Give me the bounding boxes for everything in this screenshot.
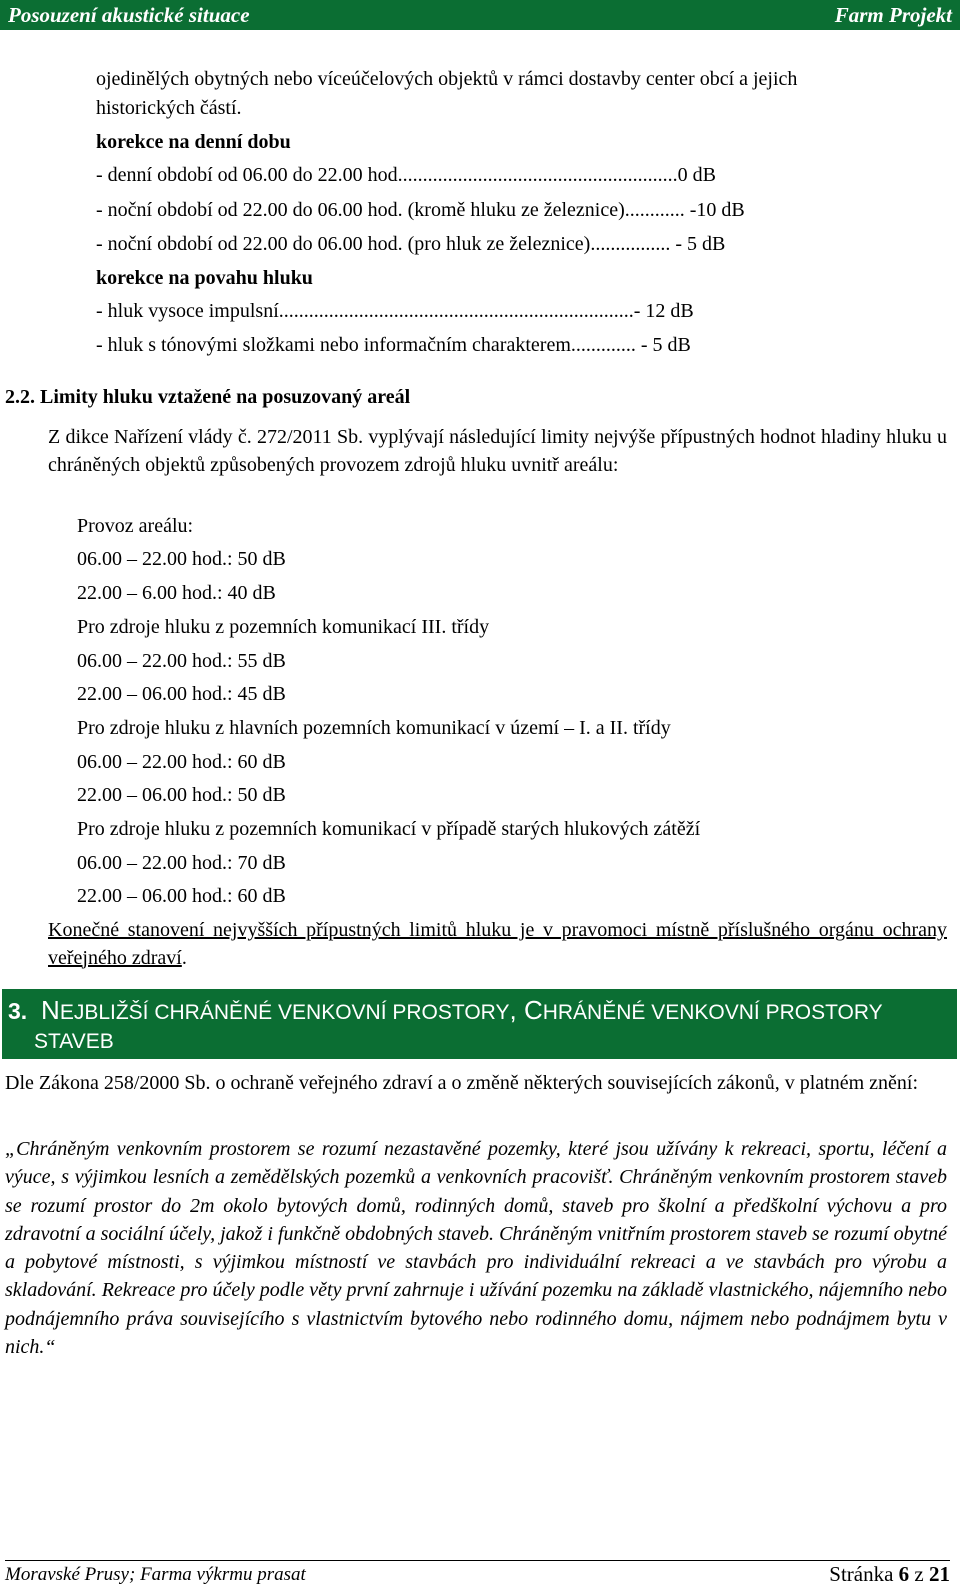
subsection-title: 2.2. Limity hluku vztažené na posuzovaný areál	[5, 386, 411, 408]
law-paragraph: Dle Zákona 258/2000 Sb. o ochraně veřejného zdraví a o změně některých souvisejících zákonů, v platném znění:	[5, 1072, 919, 1094]
night-rail-correction-item: - noční období od 22.00 do 06.00 hod. (pro hluk ze železnice)................ - 5 dB	[96, 233, 726, 255]
footer-of-word: z	[914, 1562, 924, 1586]
limit-value: 06.00 – 22.00 hod.: 60 dB	[77, 751, 286, 773]
intro-line-1: ojedinělých obytných nebo víceúčelových objektů v rámci dostavby center obcí a jejich	[96, 68, 798, 90]
noise-type-heading: korekce na povahu hluku	[96, 267, 313, 289]
section-title-initial-c: C	[516, 995, 543, 1025]
day-correction-heading: korekce na denní dobu	[96, 131, 291, 153]
page-header	[0, 0, 960, 30]
limit-value: 06.00 – 22.00 hod.: 50 dB	[77, 548, 286, 570]
footer-page-word: Stránka	[829, 1562, 894, 1586]
limit-heading-old-burdens: Pro zdroje hluku z pozemních komunikací v případě starých hlukových zátěží	[77, 818, 701, 840]
night-correction-item: - noční období od 22.00 do 06.00 hod. (kromě hluku ze železnice)............ -10 dB	[96, 199, 745, 221]
limit-value: 22.00 – 06.00 hod.: 60 dB	[77, 885, 286, 907]
tonal-noise-item: - hluk s tónovými složkami nebo informačním charakterem............. - 5 dB	[96, 334, 691, 356]
limit-heading-main-roads: Pro zdroje hluku z hlavních pozemních komunikací v území – I. a II. třídy	[77, 717, 671, 739]
section-title-part-2: HRÁNĚNÉ VENKOVNÍ PROSTORY	[542, 1001, 883, 1024]
footer-total-pages: 21	[929, 1562, 950, 1586]
day-correction-item: - denní období od 06.00 do 22.00 hod........................................................0 dB	[96, 164, 716, 186]
section-title-part-1: EJBLIŽŠÍ CHRÁNĚNÉ VENKOVNÍ PROSTORY	[59, 1001, 510, 1024]
limit-heading-road-iii: Pro zdroje hluku z pozemních komunikací III. třídy	[77, 616, 490, 638]
section-title-comma: ,	[509, 995, 517, 1025]
limit-value: 06.00 – 22.00 hod.: 55 dB	[77, 650, 286, 672]
law-quote: „Chráněným venkovním prostorem se rozumí nezastavěné pozemky, které jsou užívány k rekreaci, sportu, léčení a výuce, s výjimkou lesních a zemědělských pozemků a venkovních pracovišť. Chráněným venkovním prostorem staveb se rozumí prostor do 2m okolo bytových domů, rodinných domů, staveb pro školní a předškolní výchovu a pro zdravotní a sociální účely, jakož i funkčně obdobných staveb. Chráněným vnitřním prostorem staveb se rozumí obytné a pobytové místnosti, s výjimkou místností ve stavbách pro individuální rekreaci a ve stavbách pro výrobu a skladování. Rekreace pro účely podle věty první zahrnuje i užívání pozemku na základě vlastnického, nájemního nebo podnájemního práva souvisejícího s vlastnictvím bytového nebo rodinného domu, nájmem nebo podnájmem bytu v nich.“	[5, 1138, 947, 1359]
section-title-part-3: STAVEB	[34, 1030, 114, 1053]
subsection-paragraph: Z dikce Nařízení vlády č. 272/2011 Sb. vyplývají následující limity nejvýše přípustných hodnot hladiny hluku u chráněných objektů způsobených provozem zdrojů hluku uvnitř areálu:	[48, 426, 947, 476]
final-note	[48, 917, 947, 972]
limit-value: 06.00 – 22.00 hod.: 70 dB	[77, 852, 286, 874]
limit-value: 22.00 – 06.00 hod.: 45 dB	[77, 683, 286, 705]
impulse-noise-item: - hluk vysoce impulsní.......................................................................- 12 dB	[96, 300, 694, 322]
header-left-title: Posouzení akustické situace	[8, 3, 250, 27]
limit-heading-site: Provoz areálu:	[77, 515, 194, 537]
section-number: 3.	[8, 998, 28, 1024]
footer-project-name: Moravské Prusy; Farma výkrmu prasat	[5, 1564, 306, 1585]
final-note-underlined: Konečné stanovení nejvyšších přípustných limitů hluku je v pravomoci místně příslušného orgánu ochrany veřejného zdraví	[48, 919, 947, 969]
footer-current-page: 6	[898, 1562, 910, 1586]
limit-value: 22.00 – 06.00 hod.: 50 dB	[77, 784, 286, 806]
footer-page-number	[829, 1563, 950, 1585]
limit-value: 22.00 – 6.00 hod.: 40 dB	[77, 582, 276, 604]
final-note-end: .	[181, 946, 187, 969]
intro-line-2: historických částí.	[96, 97, 242, 119]
header-right-title: Farm Projekt	[834, 3, 952, 27]
section-3-heading	[2, 989, 957, 1059]
section-title-initial-n: N	[41, 995, 60, 1025]
footer-divider	[5, 1560, 950, 1561]
